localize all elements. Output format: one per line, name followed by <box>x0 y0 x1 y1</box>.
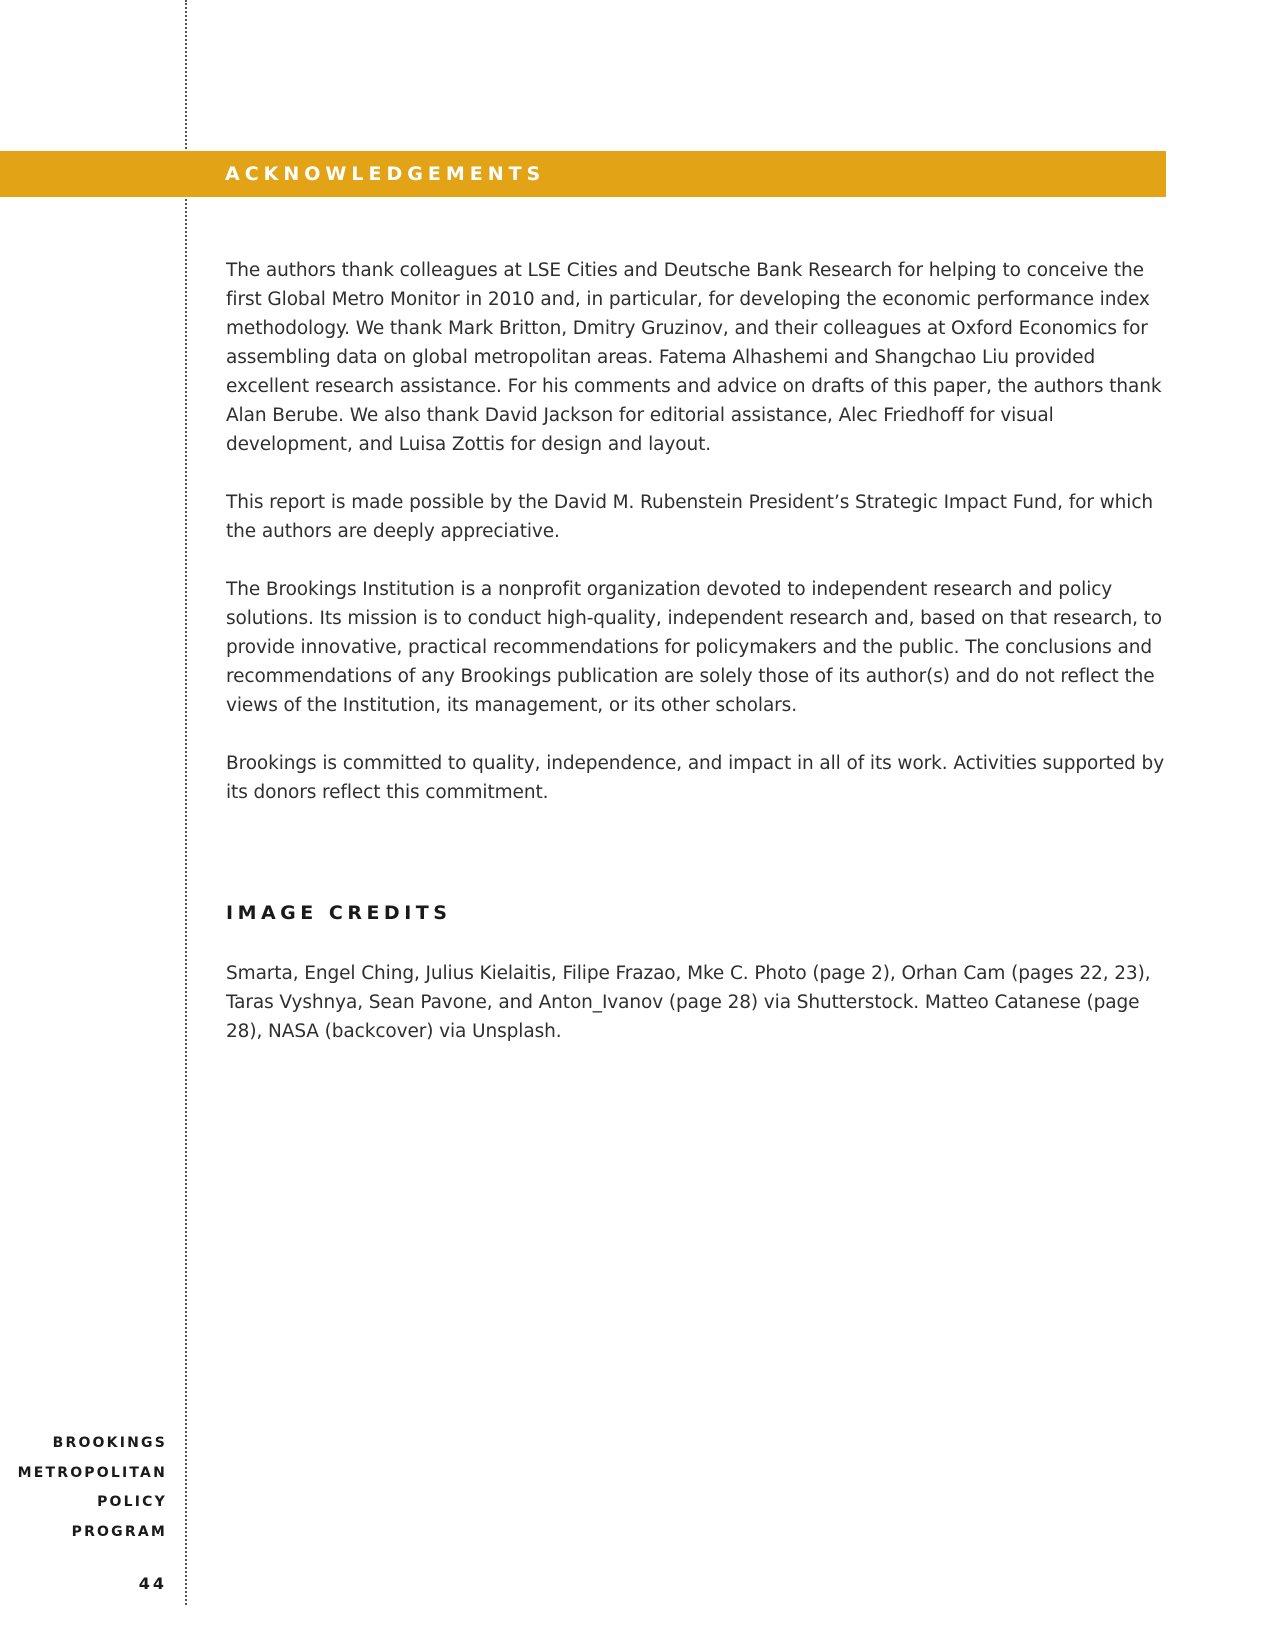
footer-org-line: BROOKINGS <box>52 1435 167 1451</box>
image-credits-body <box>226 959 1171 1075</box>
acknowledgements-paragraph: Brookings is committed to quality, independence, and impact in all of its work. Activities supported by its donors reflect this commitment. <box>226 753 1165 803</box>
footer-org-line: PROGRAM <box>71 1523 167 1540</box>
page-title: ACKNOWLEDGEMENTS <box>225 163 546 185</box>
acknowledgements-paragraph: This report is made possible by the David M. Rubenstein President’s Strategic Impact Fund, for which the authors are deeply appreciative. <box>226 492 1154 542</box>
image-credits-heading: IMAGE CREDITS <box>226 902 452 924</box>
page-number: 44 <box>138 1574 167 1593</box>
footer-organization <box>18 1429 167 1547</box>
acknowledgements-body <box>226 256 1166 836</box>
acknowledgements-paragraph: The Brookings Institution is a nonprofit organization devoted to independent research and policy solutions. Its mission is to conduct high-quality, independent research and, based on that research, to provide innovative, practical recommendations for policymakers and the public. The conclusions and recommendations of any Brookings publication are solely those of its author(s) and do not reflect the views of the Institution, its management, or its other scholars. <box>226 579 1163 716</box>
image-credits-paragraph: Smarta, Engel Ching, Julius Kielaitis, Filipe Frazao, Mke C. Photo (page 2), Orhan Cam (pages 22, 23), Taras Vyshnya, Sean Pavone, and Anton_Ivanov (page 28) via Shutterstock. Matteo Catanese (page 28), NASA (backcover) via Unsplash. <box>226 963 1151 1042</box>
acknowledgements-paragraph: The authors thank colleagues at LSE Cities and Deutsche Bank Research for helping to conceive the first Global Metro Monitor in 2010 and, in particular, for developing the economic performance index methodology. We thank Mark Britton, Dmitry Gruzinov, and their colleagues at Oxford Economics for assembling data on global metropolitan areas. Fatema Alhashemi and Shangchao Liu provided excellent research assistance. For his comments and advice on drafts of this paper, the authors thank Alan Berube. We also thank David Jackson for editorial assistance, Alec Friedhoff for visual development, and Luisa Zottis for design and layout. <box>226 260 1162 455</box>
margin-dotted-rule <box>185 0 187 1605</box>
footer-org-line: METROPOLITAN <box>17 1464 167 1481</box>
section-banner <box>0 151 1166 197</box>
footer-org-line: POLICY <box>97 1494 167 1510</box>
